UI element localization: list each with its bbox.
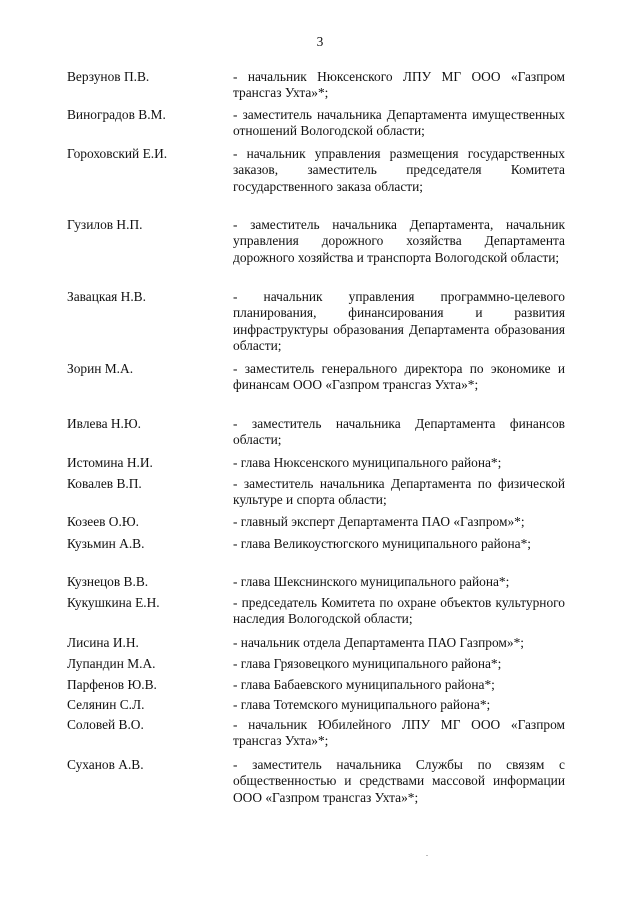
member-role: - начальник управления размещения государственных заказов, заместитель председателя Комитета государственного заказа области;: [233, 146, 565, 194]
member-name: Зорин М.А.: [67, 361, 134, 376]
member-name: Завацкая Н.В.: [67, 289, 146, 304]
list-item: [0, 361, 640, 416]
list-item: [0, 289, 640, 361]
list-item: [0, 677, 640, 697]
member-role: - глава Тотемского муниципального района*;: [233, 697, 491, 712]
member-name: Соловей В.О.: [67, 717, 144, 732]
list-item: [0, 69, 640, 107]
member-name: Ковалев В.П.: [67, 476, 142, 491]
member-role: - начальник управления программно-целевого планирования, финансирования и развития инфраструктуры образования Департамента образования области;: [233, 289, 565, 354]
member-role: - начальник отдела Департамента ПАО Газпром»*;: [233, 635, 525, 650]
list-item: [0, 717, 640, 757]
list-item: [0, 757, 640, 817]
member-role: - глава Грязовецкого муниципального района*;: [233, 656, 502, 671]
member-name: Кузнецов В.В.: [67, 574, 149, 589]
member-name: Лисина И.Н.: [67, 635, 139, 650]
member-name: Козеев О.Ю.: [67, 514, 139, 529]
list-item: [0, 536, 640, 574]
member-name: Селянин С.Л.: [67, 697, 145, 712]
member-role: - заместитель начальника Департамента имущественных отношений Вологодской области;: [233, 107, 565, 139]
list-item: [0, 455, 640, 476]
list-item: [0, 476, 640, 514]
member-role: - глава Великоустюгского муниципального района*;: [233, 536, 532, 551]
member-name: Виноградов В.М.: [67, 107, 166, 122]
list-item: [0, 107, 640, 146]
list-item: [0, 656, 640, 677]
list-item: [0, 217, 640, 289]
page-number: 3: [316, 34, 324, 49]
list-item: [0, 146, 640, 217]
member-name: Лупандин М.А.: [67, 656, 156, 671]
member-name: Ивлева Н.Ю.: [67, 416, 142, 431]
member-name: Суханов А.В.: [67, 757, 144, 772]
list-item: [0, 514, 640, 536]
member-list: [0, 69, 640, 817]
member-role: - главный эксперт Департамента ПАО «Газпром»*;: [233, 514, 525, 529]
member-role: - глава Шекснинского муниципального района*;: [233, 574, 510, 589]
member-role: - заместитель начальника Департамента по физической культуре и спорта области;: [233, 476, 565, 508]
member-role: - заместитель генерального директора по экономике и финансам ООО «Газпром трансгаз Ухта»*;: [233, 361, 565, 393]
list-item: [0, 697, 640, 717]
scan-speck: [426, 855, 428, 856]
member-name: Гороховский Е.И.: [67, 146, 168, 161]
member-role: - глава Нюксенского муниципального района*;: [233, 455, 502, 470]
list-item: [0, 635, 640, 656]
list-item: [0, 595, 640, 635]
member-name: Кузьмин А.В.: [67, 536, 145, 551]
member-name: Истомина Н.И.: [67, 455, 153, 470]
member-name: Парфенов Ю.В.: [67, 677, 157, 692]
member-name: Кукушкина Е.Н.: [67, 595, 160, 610]
member-role: - начальник Юбилейного ЛПУ МГ ООО «Газпром трансгаз Ухта»*;: [233, 717, 565, 749]
member-role: - глава Бабаевского муниципального района*;: [233, 677, 495, 692]
list-item: [0, 574, 640, 595]
member-role: - заместитель начальника Службы по связям с общественностью и средствами массовой информации ООО «Газпром трансгаз Ухта»*;: [233, 757, 565, 805]
list-item: [0, 416, 640, 455]
member-role: - заместитель начальника Департамента финансов области;: [233, 416, 565, 448]
member-name: Верзунов П.В.: [67, 69, 150, 84]
member-role: - заместитель начальника Департамента, начальник управления дорожного хозяйства Департамента дорожного хозяйства и транспорта Вологодской области;: [233, 217, 565, 265]
member-role: - председатель Комитета по охране объектов культурного наследия Вологодской области;: [233, 595, 565, 627]
member-name: Гузилов Н.П.: [67, 217, 143, 232]
member-role: - начальник Нюксенского ЛПУ МГ ООО «Газпром трансгаз Ухта»*;: [233, 69, 565, 101]
